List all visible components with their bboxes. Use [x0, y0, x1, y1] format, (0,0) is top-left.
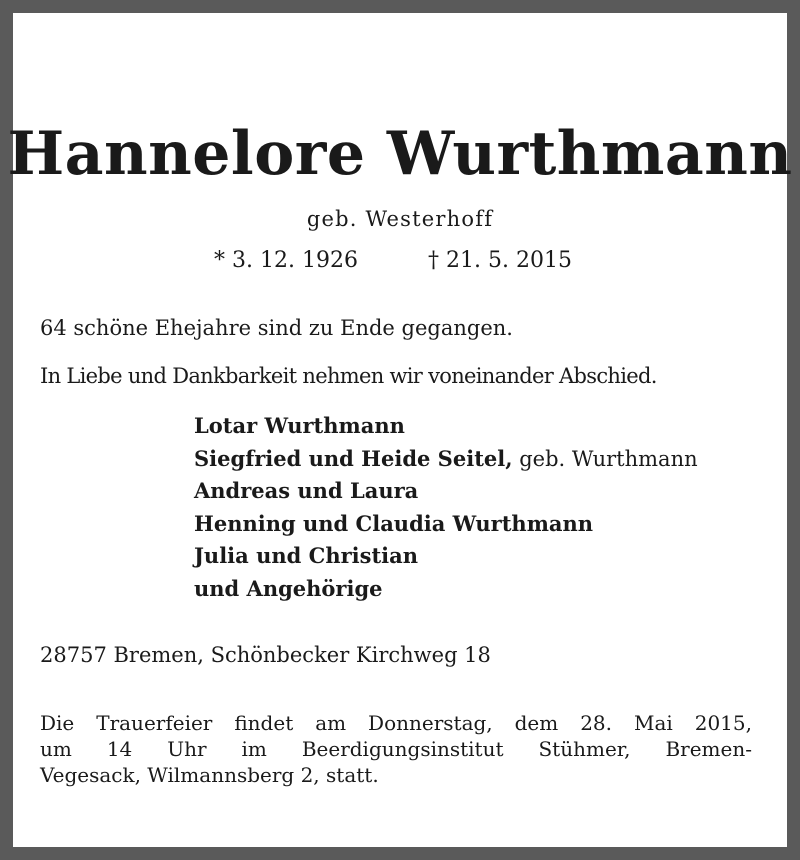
- intro-text-farewell: In Liebe und Dankbarkeit nehmen wir voneinander Abschied.: [40, 364, 657, 388]
- mourner-name: und Angehörige: [194, 575, 383, 601]
- deceased-name: Hannelore Wurthmann: [7, 119, 793, 189]
- funeral-details: [40, 710, 752, 788]
- birth-date: * 3. 12. 1926: [214, 248, 358, 273]
- death-date: † 21. 5. 2015: [428, 248, 572, 273]
- maiden-name: geb. Westerhoff: [306, 207, 494, 231]
- mourners-list: [194, 410, 698, 605]
- mourner-name: Lotar Wurthmann: [194, 413, 405, 438]
- mourner-entry: [194, 443, 698, 476]
- mourner-entry: [194, 540, 698, 573]
- mourner-entry: [194, 410, 698, 443]
- mourner-suffix: geb. Wurthmann: [512, 446, 698, 471]
- mourner-name: Julia und Christian: [194, 543, 419, 568]
- mourner-entry: [194, 573, 698, 606]
- funeral-line: Vegesack, Wilmannsberg 2, statt.: [40, 763, 379, 787]
- mourner-name: Andreas und Laura: [194, 478, 419, 503]
- mourner-name: Henning und Claudia Wurthmann: [194, 510, 594, 536]
- mourner-entry: [194, 475, 698, 508]
- mourner-name: Siegfried und Heide Seitel,: [194, 445, 513, 471]
- intro-text-marriage: 64 schöne Ehejahre sind zu Ende gegangen.: [40, 316, 513, 340]
- funeral-line: Die Trauerfeier findet am Donnerstag, dem 28. Mai 2015,: [40, 711, 752, 735]
- funeral-line: um 14 Uhr im Beerdigungsinstitut Stühmer, Bremen-: [40, 737, 752, 761]
- family-address: 28757 Bremen, Schönbecker Kirchweg 18: [40, 643, 491, 667]
- mourner-entry: [194, 508, 698, 541]
